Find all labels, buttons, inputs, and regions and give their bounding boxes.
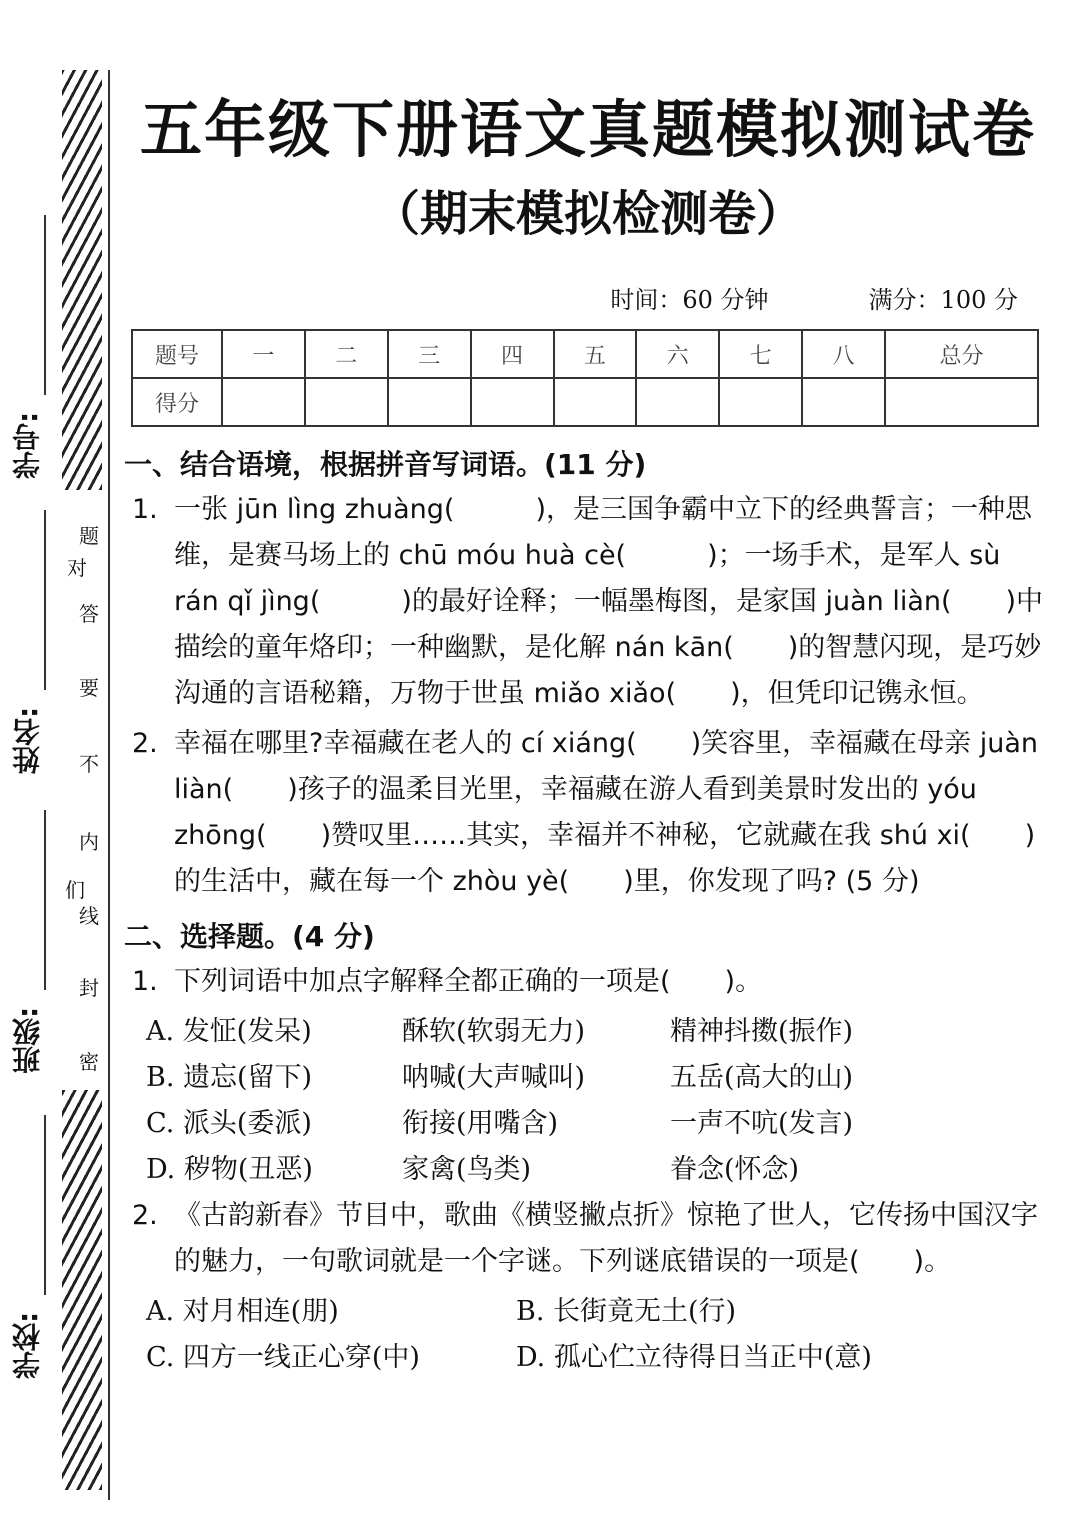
full-score: 满分：100 分	[868, 286, 1018, 314]
option-row-cd	[146, 1331, 1048, 1377]
binding-hatch-top	[62, 70, 102, 490]
class-underline	[44, 810, 46, 990]
exam-page	[124, 60, 1048, 1377]
option-cell: 酥软(软弱无力)	[402, 1015, 586, 1047]
question-2-1-options	[146, 1005, 1048, 1189]
question-text: 一张 jūn lìng zhuàng( )，是三国争霸中立下的经典誓言；一种思维，是赛马场上的 chū móu huà cè( )；一场手术，是军人 sù rán qǐ jìng( )的最好诠释；一幅墨梅图，是家国 juàn liàn( )中描绘的童年烙印；一种幽默，是化解 nán kān( )的智慧闪现，是巧妙沟通的言语秘籍，万物于世虽 miǎo xiǎo( )，但凭印记镌永恒。	[174, 494, 1044, 709]
question-text: 下列词语中加点字解释全都正确的一项是( )。	[174, 966, 763, 997]
score-table-cell: 题号	[132, 330, 222, 378]
option-cell: C. 派头(委派)	[146, 1107, 312, 1139]
option-row-b[interactable]	[146, 1051, 1048, 1097]
question-text: 《古韵新春》节目中，歌曲《横竖撇点折》惊艳了世人，它传扬中国汉字的魅力，一句歌词就是一个字谜。下列谜底错误的一项是( )。	[174, 1200, 1038, 1277]
score-table-cell: 得分	[132, 378, 222, 426]
score-input-cell[interactable]	[305, 378, 388, 426]
score-input-cell[interactable]	[554, 378, 637, 426]
question-2-1	[128, 959, 1048, 1005]
name-label: 姓名:	[11, 706, 44, 774]
option-c[interactable]: C. 四方一线正心穿(中)	[146, 1341, 420, 1373]
score-input-cell[interactable]	[388, 378, 471, 426]
score-table-cell: 八	[802, 330, 885, 378]
option-cell: 衔接(用嘴含)	[402, 1107, 559, 1139]
score-table-cell: 七	[719, 330, 802, 378]
question-number: 2.	[132, 1200, 158, 1231]
option-row-d[interactable]	[146, 1143, 1048, 1189]
option-cell: 呐喊(大声喊叫)	[402, 1061, 586, 1093]
seal-char: 们	[65, 878, 85, 902]
option-cell: A. 发怔(发呆)	[146, 1015, 312, 1047]
option-d[interactable]: D. 孤心伫立待得日当正中(意)	[516, 1341, 872, 1373]
school-underline	[44, 1115, 46, 1295]
option-cell: 精神抖擞(振作)	[670, 1015, 854, 1047]
seal-char: 不	[79, 752, 99, 776]
score-table-cell: 四	[471, 330, 554, 378]
binding-margin	[0, 0, 120, 1527]
score-input-cell[interactable]	[719, 378, 802, 426]
option-row-a[interactable]	[146, 1005, 1048, 1051]
option-cell: B. 遗忘(留下)	[146, 1061, 313, 1093]
school-label: 学校:	[11, 1311, 44, 1379]
question-number: 2.	[132, 728, 158, 759]
score-input-cell[interactable]	[885, 378, 1038, 426]
score-table-score-row	[132, 378, 1038, 426]
seal-char: 要	[79, 676, 99, 700]
option-row-c[interactable]	[146, 1097, 1048, 1143]
student-id-label: 学号:	[11, 411, 44, 479]
name-underline	[44, 510, 46, 690]
question-2-2	[128, 1193, 1048, 1285]
seal-char: 封	[79, 976, 99, 1000]
option-cell: 一声不吭(发言)	[670, 1107, 854, 1139]
option-cell: 五岳(高大的山)	[670, 1061, 854, 1093]
time-limit: 时间：60 分钟	[610, 286, 769, 314]
score-input-cell[interactable]	[802, 378, 885, 426]
option-cell: D. 秽物(丑恶)	[146, 1153, 313, 1185]
score-table-cell: 三	[388, 330, 471, 378]
question-text: 幸福在哪里?幸福藏在老人的 cí xiáng( )笑容里，幸福藏在母亲 juàn liàn( )孩子的温柔目光里，幸福藏在游人看到美景时发出的 yóu zhōng( )赞叹里……其实，幸福并不神秘，它就藏在我 shú xi( )的生活中，藏在每一个 zhòu yè( )里，你发现了吗? (5 分)	[174, 728, 1039, 897]
exam-title: 五年级下册语文真题模拟测试卷	[139, 93, 1036, 166]
option-cell: 家禽(鸟类)	[402, 1153, 532, 1185]
class-label: 班级:	[11, 1006, 44, 1074]
option-row-ab	[146, 1285, 1048, 1331]
score-table	[131, 329, 1039, 427]
section-2-title: 二、选择题。(4 分)	[124, 920, 375, 953]
score-input-cell[interactable]	[471, 378, 554, 426]
question-1-2	[128, 721, 1048, 905]
score-table-cell: 二	[305, 330, 388, 378]
binding-hatch-bottom	[62, 1090, 102, 1490]
seal-char: 线	[79, 904, 99, 928]
score-table-cell: 总分	[885, 330, 1038, 378]
question-number: 1.	[132, 966, 158, 997]
section-1-title: 一、结合语境，根据拼音写词语。(11 分)	[124, 448, 647, 481]
score-table-cell: 六	[636, 330, 719, 378]
score-table-cell: 一	[222, 330, 305, 378]
score-input-cell[interactable]	[636, 378, 719, 426]
option-a[interactable]: A. 对月相连(朋)	[146, 1295, 339, 1327]
exam-subtitle: （期末模拟检测卷）	[371, 186, 804, 242]
question-number: 1.	[132, 494, 158, 525]
question-2-2-options	[146, 1285, 1048, 1377]
seal-char: 对	[67, 556, 87, 580]
seal-char: 内	[79, 830, 99, 854]
seal-char: 答	[79, 602, 99, 626]
score-input-cell[interactable]	[222, 378, 305, 426]
seal-char: 题	[79, 524, 99, 548]
option-cell: 眷念(怀念)	[670, 1153, 800, 1185]
question-1-1	[128, 487, 1048, 717]
student-id-underline	[44, 215, 46, 395]
binding-line	[108, 70, 110, 1500]
seal-char: 密	[79, 1050, 99, 1074]
exam-meta	[128, 280, 1048, 315]
score-table-header-row	[132, 330, 1038, 378]
score-table-cell: 五	[554, 330, 637, 378]
option-b[interactable]: B. 长街竟无土(行)	[516, 1295, 737, 1327]
